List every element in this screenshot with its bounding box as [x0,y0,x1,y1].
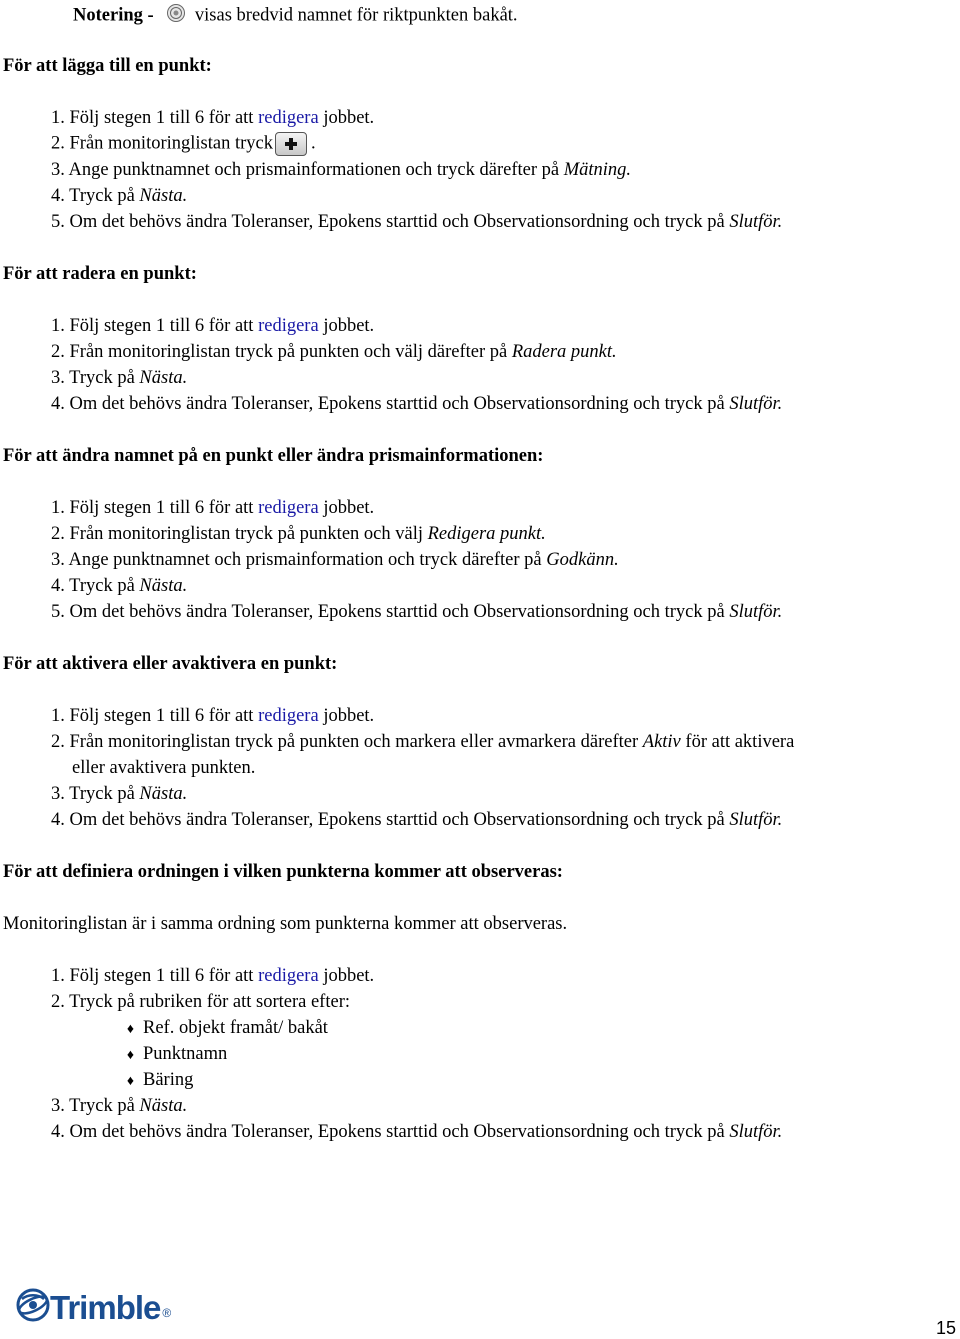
step-emphasis: Slutför. [729,394,783,414]
step-text: 5. Om det behövs ändra Toleranser, Epokens starttid och Observationsordning och tryck på [51,212,730,232]
step-text: för att aktivera [680,732,795,752]
step [51,991,350,1013]
step-text: 4. Tryck på [51,576,140,596]
step-emphasis: Slutför. [729,602,783,622]
step [51,601,782,623]
step [51,185,187,207]
step [51,705,374,727]
step [51,783,187,805]
step-text: 1. Följ stegen 1 till 6 för att [51,108,259,128]
page-number: 15 [936,1318,957,1338]
step-emphasis: Aktiv [642,732,681,752]
step-emphasis: Mätning. [563,160,632,180]
step-emphasis: Nästa. [139,1096,188,1116]
note-line [73,3,518,29]
section-heading-activate: För att aktivera eller avaktivera en punkt: [3,654,338,674]
step-text: jobbet. [318,316,375,336]
step [51,159,631,181]
step-emphasis: Radera punkt. [511,342,617,362]
step-text: 5. Om det behövs ändra Toleranser, Epokens starttid och Observationsordning och tryck på [51,602,730,622]
step-text: 1. Följ stegen 1 till 6 för att [51,316,259,336]
step-text: jobbet. [318,108,375,128]
section-heading-order: För att definiera ordningen i vilken punkterna kommer att observeras: [3,862,563,882]
bullet-text: Punktnamn [143,1044,228,1064]
step-text: 3. Tryck på [51,1096,140,1116]
step-text: 2. Från monitoringlistan tryck på punkten och välj [51,524,428,544]
step-text: 3. Tryck på [51,368,140,388]
logo-text: Trimble [50,1289,161,1326]
redigera-link[interactable]: redigera [258,706,319,726]
step-text: 2. Tryck på rubriken för att sortera efter: [51,992,350,1012]
step [51,1121,782,1143]
step [51,575,187,597]
redigera-link[interactable]: redigera [258,316,319,336]
step-text: 1. Följ stegen 1 till 6 för att [51,498,259,518]
step [51,1095,187,1117]
diamond-bullet-icon: ♦ [126,1074,135,1089]
bullet-item [124,1043,227,1067]
step [51,965,374,987]
step-text: 1. Följ stegen 1 till 6 för att [51,706,259,726]
step [51,523,546,545]
section-intro: Monitoringlistan är i samma ordning som punkterna kommer att observeras. [3,914,568,934]
note-text: visas bredvid namnet för riktpunkten bakåt. [194,5,518,26]
step-emphasis: Nästa. [139,186,188,206]
note-label: Notering - [73,5,154,26]
step-emphasis: Slutför. [729,1122,783,1142]
step-emphasis: Nästa. [139,576,188,596]
redigera-link[interactable]: redigera [258,966,319,986]
registered-mark: ® [162,1306,172,1320]
section-heading-delete: För att radera en punkt: [3,264,197,284]
step-text: jobbet. [318,706,375,726]
step [51,809,782,831]
step-text: jobbet. [318,966,375,986]
redigera-link[interactable]: redigera [258,498,319,518]
section-heading-rename: För att ändra namnet på en punkt eller ändra prismainformationen: [3,446,544,466]
bullet-text: Bäring [143,1070,194,1090]
step-text: 4. Om det behövs ändra Toleranser, Epokens starttid och Observationsordning och tryck på [51,810,730,830]
step [51,367,187,389]
step-text: 2. Från monitoringlistan tryck på punkten och välj därefter på [51,342,512,362]
target-icon [166,3,186,29]
step-text: 3. Ange punktnamnet och prismainformationen och tryck därefter på [51,160,564,180]
step-emphasis: Nästa. [139,784,188,804]
step [51,341,617,363]
step-text: 3. Ange punktnamnet och prismainformation och tryck därefter på [51,550,547,570]
step [51,393,782,415]
step-text: 3. Tryck på [51,784,140,804]
step-continuation: eller avaktivera punkten. [72,758,256,778]
step-text: 4. Tryck på [51,186,140,206]
step [51,497,374,519]
globe-icon [16,1288,50,1328]
step-text: 4. Om det behövs ändra Toleranser, Epokens starttid och Observationsordning och tryck på [51,1122,730,1142]
add-point-button[interactable] [275,132,307,156]
bullet-item [124,1017,328,1041]
step-emphasis: Redigera punkt. [427,524,546,544]
step [51,549,619,571]
step [51,107,374,129]
bullet-item [124,1069,193,1093]
redigera-link[interactable]: redigera [258,108,319,128]
step-emphasis: Slutför. [729,212,783,232]
bullet-text: Ref. objekt framåt/ bakåt [143,1018,328,1038]
step-text: . [310,133,316,154]
step [51,132,316,156]
step-text: 2. Från monitoringlistan tryck [51,133,273,154]
step [51,315,374,337]
step-text: 4. Om det behövs ändra Toleranser, Epokens starttid och Observationsordning och tryck på [51,394,730,414]
step-emphasis: Godkänn. [546,550,619,570]
section-heading-add: För att lägga till en punkt: [3,56,212,76]
step-emphasis: Nästa. [139,368,188,388]
step [51,731,794,753]
step-text: jobbet. [318,498,375,518]
step-text: 1. Följ stegen 1 till 6 för att [51,966,259,986]
step-text: 2. Från monitoringlistan tryck på punkten och markera eller avmarkera därefter [51,732,643,752]
step-emphasis: Slutför. [729,810,783,830]
step [51,211,782,233]
diamond-bullet-icon: ♦ [126,1048,135,1063]
diamond-bullet-icon: ♦ [126,1022,135,1037]
trimble-logo [16,1288,171,1328]
